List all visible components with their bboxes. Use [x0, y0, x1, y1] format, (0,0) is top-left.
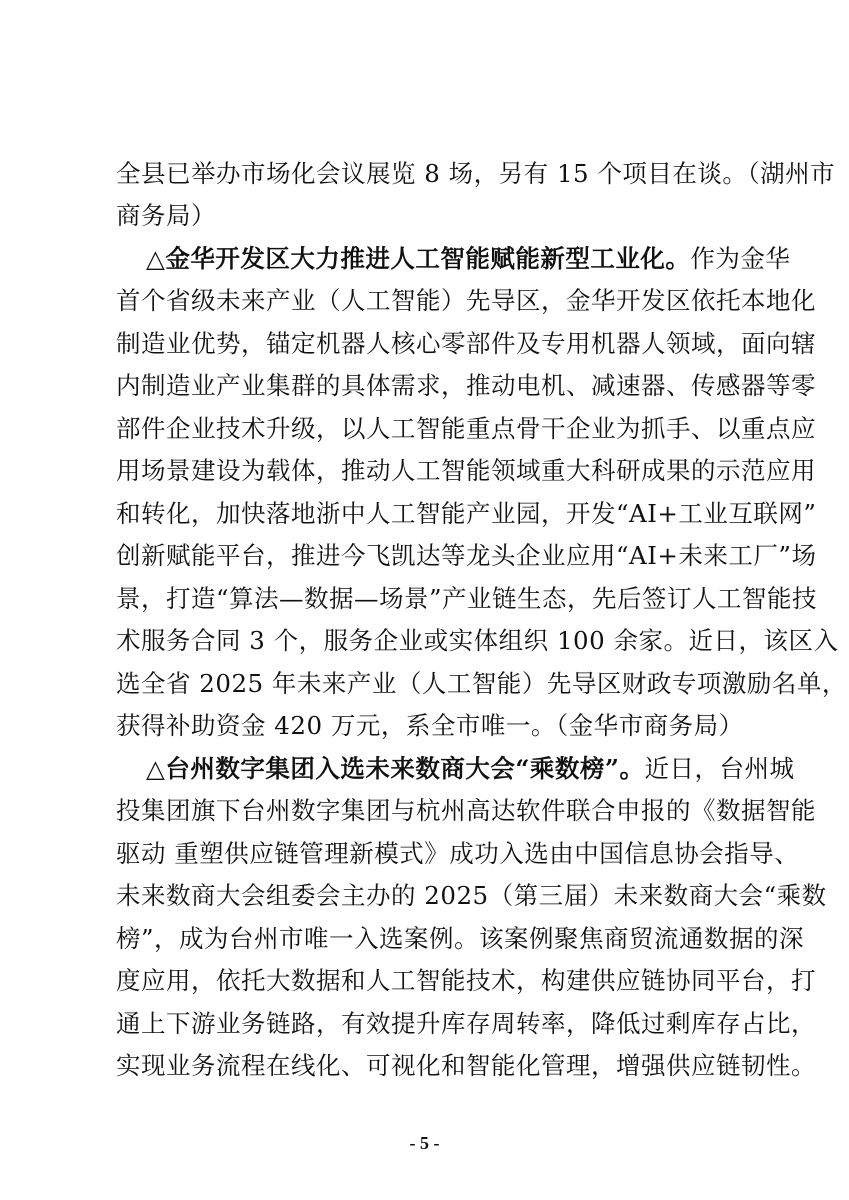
paragraph-3-first-line	[146, 752, 795, 786]
paragraph-3-line-6: 度应用，依托大数据和人工智能技术，构建供应链协同平台，打	[116, 966, 816, 995]
paragraph-2-line-11: 选全省 2025 年未来产业（人工智能）先导区财政专项激励名单，	[116, 669, 847, 698]
paragraph-2-line-4: 内制造业产业集群的具体需求，推动电机、减速器、传感器等零	[116, 371, 816, 400]
paragraph-2-heading: △金华开发区大力推进人工智能赋能新型工业化。	[146, 244, 691, 273]
paragraph-3-line-2: 投集团旗下台州数字集团与杭州高达软件联合申报的《数据智能	[116, 796, 816, 825]
paragraph-2-line-9: 景，打造“算法—数据—场景”产业链生态，先后签订人工智能技	[116, 584, 818, 613]
paragraph-3-line-7: 通上下游业务链路，有效提升库存周转率，降低过剩库存占比，	[116, 1009, 816, 1038]
paragraph-2-line-2: 首个省级未来产业（人工智能）先导区，金华开发区依托本地化	[116, 286, 816, 315]
paragraph-1-line-2: 商务局）	[116, 201, 216, 230]
paragraph-3-line-4: 未来数商大会组委会主办的 2025（第三届）未来数商大会“乘数	[116, 881, 827, 910]
paragraph-2-line-1: 作为金华	[690, 244, 791, 273]
paragraph-2-line-3: 制造业优势，锚定机器人核心零部件及专用机器人领域，面向辖	[116, 329, 816, 358]
paragraph-2-line-8: 创新赋能平台，推进今飞凯达等龙头企业应用“AI+未来工厂”场	[116, 541, 817, 570]
paragraph-3-line-1: 近日，台州城	[644, 754, 795, 783]
page-number: - 5 -	[409, 1133, 440, 1153]
paragraph-3-line-3: 驱动 重塑供应链管理新模式》成功入选由中国信息协会指导、	[116, 839, 800, 868]
paragraph-2-first-line	[146, 242, 790, 276]
paragraph-3-line-8: 实现业务流程在线化、可视化和智能化管理，增强供应链韧性。	[116, 1051, 816, 1080]
paragraph-2-line-5: 部件企业技术升级，以人工智能重点骨干企业为抓手、以重点应	[116, 414, 816, 443]
paragraph-2-line-6: 用场景建设为载体，推动人工智能领域重大科研成果的示范应用	[116, 456, 816, 485]
paragraph-2-line-10: 术服务合同 3 个，服务企业或实体组织 100 余家。近日，该区入	[116, 626, 839, 655]
paragraph-3-heading: △台州数字集团入选未来数商大会“乘数榜”。	[146, 754, 645, 783]
paragraph-2-line-12: 获得补助资金 420 万元，系全市唯一。（金华市商务局）	[116, 711, 744, 740]
paragraph-1-line-1: 全县已举办市场化会议展览 8 场，另有 15 个项目在谈。（湖州市	[116, 159, 836, 188]
paragraph-2-line-7: 和转化，加快落地浙中人工智能产业园，开发“AI+工业互联网”	[116, 499, 817, 528]
paragraph-3-line-5: 榜”，成为台州市唯一入选案例。该案例聚焦商贸流通数据的深	[116, 924, 805, 953]
